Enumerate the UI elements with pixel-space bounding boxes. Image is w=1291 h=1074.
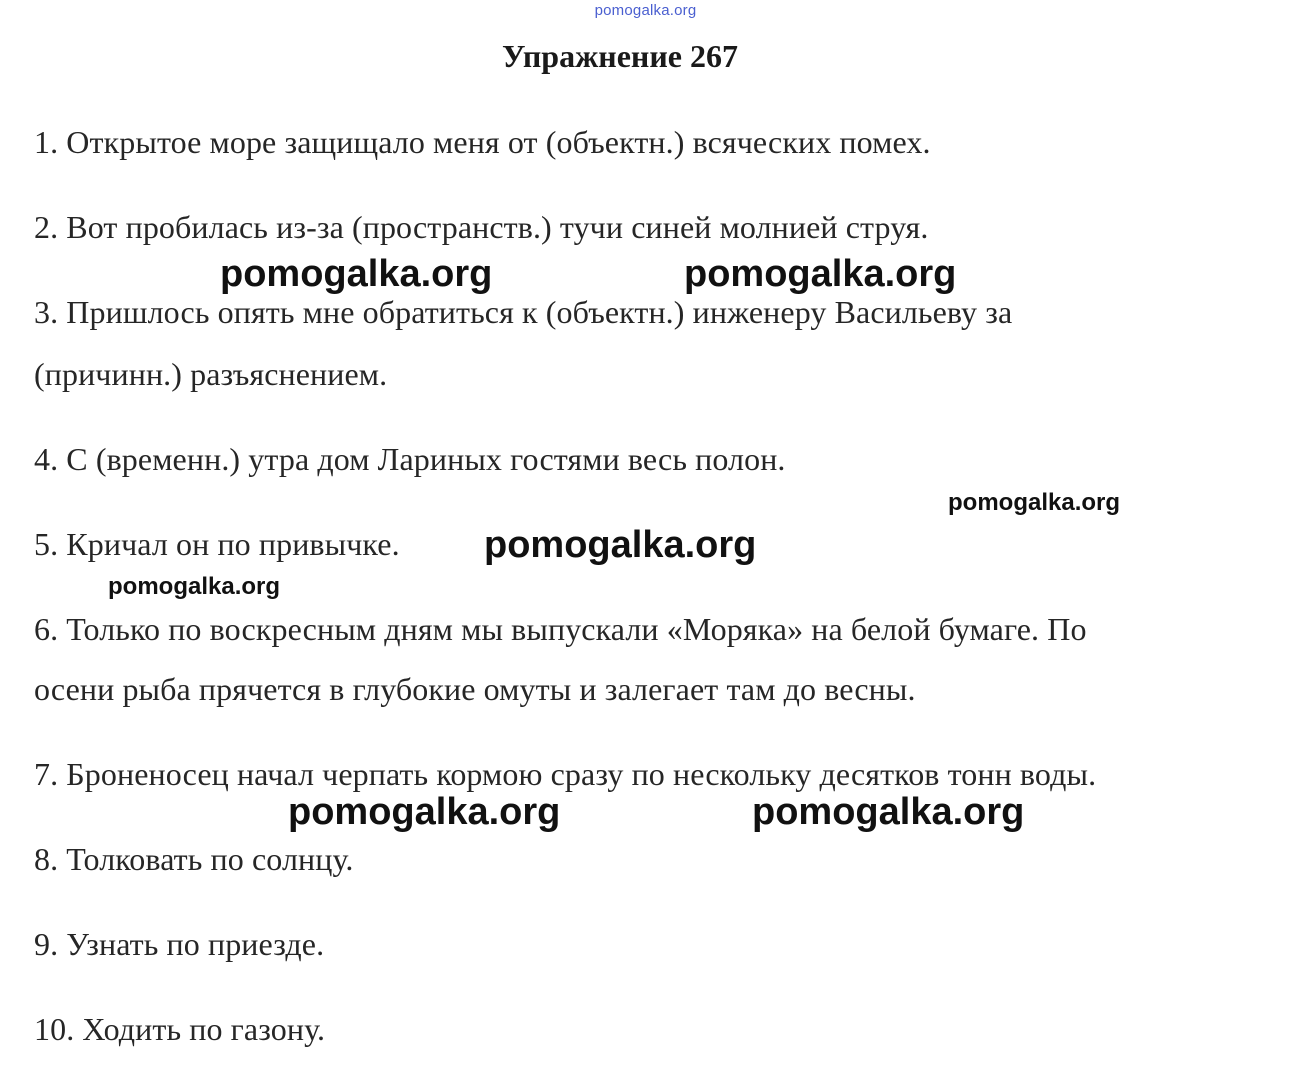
- watermark: pomogalka.org: [684, 253, 957, 295]
- line-4: 4. С (временн.) утра дом Лариных гостями весь полон.: [34, 441, 786, 477]
- line-8: 8. Толковать по солнцу.: [34, 841, 354, 877]
- line-6-continued: осени рыба прячется в глубокие омуты и залегает там до весны.: [34, 671, 916, 707]
- exercise-title: Упражнение 267: [501, 38, 738, 74]
- line-6: 6. Только по воскресным дням мы выпускали «Моряка» на белой бумаге. По: [34, 611, 1087, 647]
- line-7: 7. Броненосец начал черпать кормою сразу по нескольку десятков тонн воды.: [34, 756, 1097, 792]
- site-link-top[interactable]: pomogalka.org: [594, 2, 697, 19]
- watermark: pomogalka.org: [484, 524, 757, 566]
- line-10: 10. Ходить по газону.: [34, 1011, 326, 1047]
- line-3: 3. Пришлось опять мне обратиться к (объектн.) инженеру Васильеву за: [34, 294, 1013, 330]
- watermark: pomogalka.org: [948, 489, 1121, 516]
- line-2: 2. Вот пробилась из-за (пространств.) тучи синей молнией струя.: [34, 209, 929, 245]
- watermark: pomogalka.org: [220, 253, 493, 295]
- line-9: 9. Узнать по приезде.: [34, 926, 325, 962]
- watermark: pomogalka.org: [288, 791, 561, 833]
- line-1: 1. Открытое море защищало меня от (объектн.) всяческих помех.: [34, 124, 931, 160]
- watermark: pomogalka.org: [108, 573, 281, 600]
- watermark: pomogalka.org: [752, 791, 1025, 833]
- line-3-continued: (причинн.) разъяснением.: [34, 356, 388, 392]
- line-5: 5. Кричал он по привычке.: [34, 526, 400, 562]
